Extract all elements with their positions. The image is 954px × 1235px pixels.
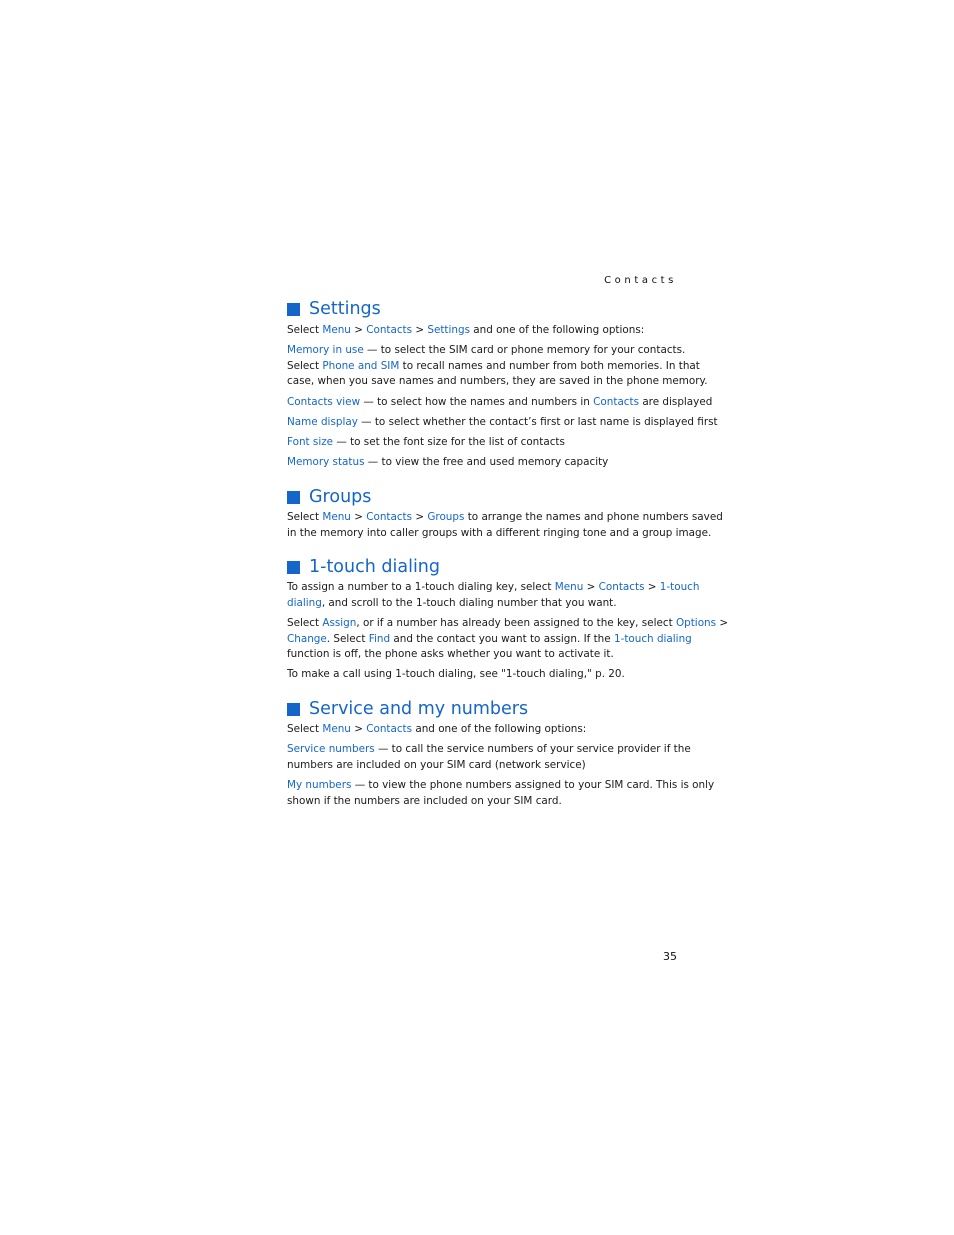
option-name: Contacts view: [287, 396, 361, 408]
heading-square-icon: [287, 491, 300, 504]
text: >: [716, 617, 729, 629]
text: function is off, the phone asks whether you want to activate it.: [287, 648, 614, 660]
text: — to view the phone numbers assigned to your SIM card. This is only: [351, 779, 715, 791]
menu-path-link: Contacts: [366, 723, 413, 735]
text: Select: [287, 511, 323, 523]
text: >: [644, 581, 660, 593]
section-heading-groups: [287, 487, 371, 507]
heading-text: Settings: [309, 299, 381, 319]
menu-path-link: Menu: [554, 581, 584, 593]
option-name: Assign: [322, 617, 357, 629]
text: Select: [287, 723, 323, 735]
settings-intro: [287, 323, 679, 339]
one-touch-paragraph-2: [287, 616, 729, 663]
running-header: Contacts: [604, 275, 677, 286]
text: >: [350, 324, 367, 336]
option-name: Memory status: [287, 456, 365, 468]
text: — to select how the names and numbers in: [360, 396, 594, 408]
menu-path-link: Contacts: [366, 511, 413, 523]
text: . Select: [326, 632, 369, 645]
text: >: [583, 581, 599, 593]
option-name: Font size: [287, 436, 334, 448]
menu-path-link: 1-touch: [659, 581, 700, 593]
menu-path-link: Groups: [427, 511, 465, 523]
text: >: [350, 723, 367, 735]
text: Select: [287, 617, 323, 629]
text: >: [350, 511, 367, 523]
menu-path-link: Contacts: [598, 581, 645, 593]
menu-path-link: Settings: [427, 324, 470, 336]
section-heading-1-touch-dialing: [287, 557, 440, 577]
text: To assign a number to a 1-touch dialing key, select: [287, 581, 555, 593]
text: Select: [287, 359, 323, 372]
menu-path-link: Menu: [322, 511, 351, 523]
page-number: 35: [663, 950, 677, 963]
groups-paragraph: [287, 510, 723, 541]
text: , or if a number has already been assigned to the key, select: [356, 617, 676, 629]
text: and one of the following options:: [469, 324, 645, 336]
one-touch-paragraph-1: [287, 580, 700, 611]
text: case, when you save names and numbers, they are saved in the phone memory.: [287, 375, 708, 387]
text: >: [412, 511, 428, 523]
text: in the memory into caller groups with a different ringing tone and a group image.: [287, 526, 712, 539]
text: >: [412, 324, 428, 336]
text: Select: [287, 324, 323, 336]
text: are displayed: [639, 396, 713, 408]
service-intro: [287, 722, 679, 738]
text: and one of the following options:: [412, 723, 587, 735]
menu-path-link: dialing: [287, 596, 322, 609]
section-heading-service-and-my-numbers: [287, 699, 528, 719]
option-name: Memory in use: [287, 344, 364, 356]
memory-status-item: [287, 455, 679, 471]
menu-path-link: Menu: [322, 723, 351, 735]
option-name: Service numbers: [287, 743, 375, 755]
text: to recall names and number from both memories. In that: [399, 359, 700, 372]
option-name: Options: [675, 617, 717, 629]
heading-square-icon: [287, 561, 300, 574]
option-name: Change: [287, 632, 327, 645]
option-name: Phone and SIM: [322, 359, 400, 372]
text: — to call the service numbers of your service provider if the: [374, 743, 691, 755]
name-display-item: [287, 415, 718, 431]
text: to arrange the names and phone numbers saved: [464, 511, 723, 523]
memory-in-use-item: [287, 343, 708, 390]
option-name: Contacts: [593, 396, 640, 408]
option-name: Name display: [287, 416, 358, 428]
text: , and scroll to the 1-touch dialing number that you want.: [321, 596, 617, 609]
heading-text: 1-touch dialing: [309, 557, 441, 577]
text: — to select whether the contact’s first or last name is displayed first: [357, 416, 718, 428]
option-name: My numbers: [287, 779, 352, 791]
font-size-item: [287, 435, 679, 451]
text: numbers are included on your SIM card (network service): [287, 758, 586, 771]
text: — to select the SIM card or phone memory for your contacts.: [363, 344, 686, 356]
service-numbers-item: [287, 742, 691, 773]
heading-square-icon: [287, 303, 300, 316]
text: — to set the font size for the list of contacts: [333, 436, 565, 448]
heading-text: Service and my numbers: [309, 699, 529, 719]
contacts-view-item: [287, 395, 713, 411]
option-name: 1-touch dialing: [613, 632, 692, 645]
one-touch-paragraph-3: To make a call using 1-touch dialing, see "1-touch dialing," p. 20.: [287, 668, 625, 680]
text: — to view the free and used memory capacity: [364, 456, 609, 468]
menu-path-link: Contacts: [366, 324, 413, 336]
heading-square-icon: [287, 703, 300, 716]
text: and the contact you want to assign. If the: [390, 632, 614, 645]
menu-path-link: Menu: [322, 324, 351, 336]
text: shown if the numbers are included on your SIM card.: [287, 794, 562, 807]
section-heading-settings: [287, 299, 381, 319]
heading-text: Groups: [309, 487, 372, 507]
option-name: Find: [368, 632, 391, 645]
my-numbers-item: [287, 778, 715, 809]
